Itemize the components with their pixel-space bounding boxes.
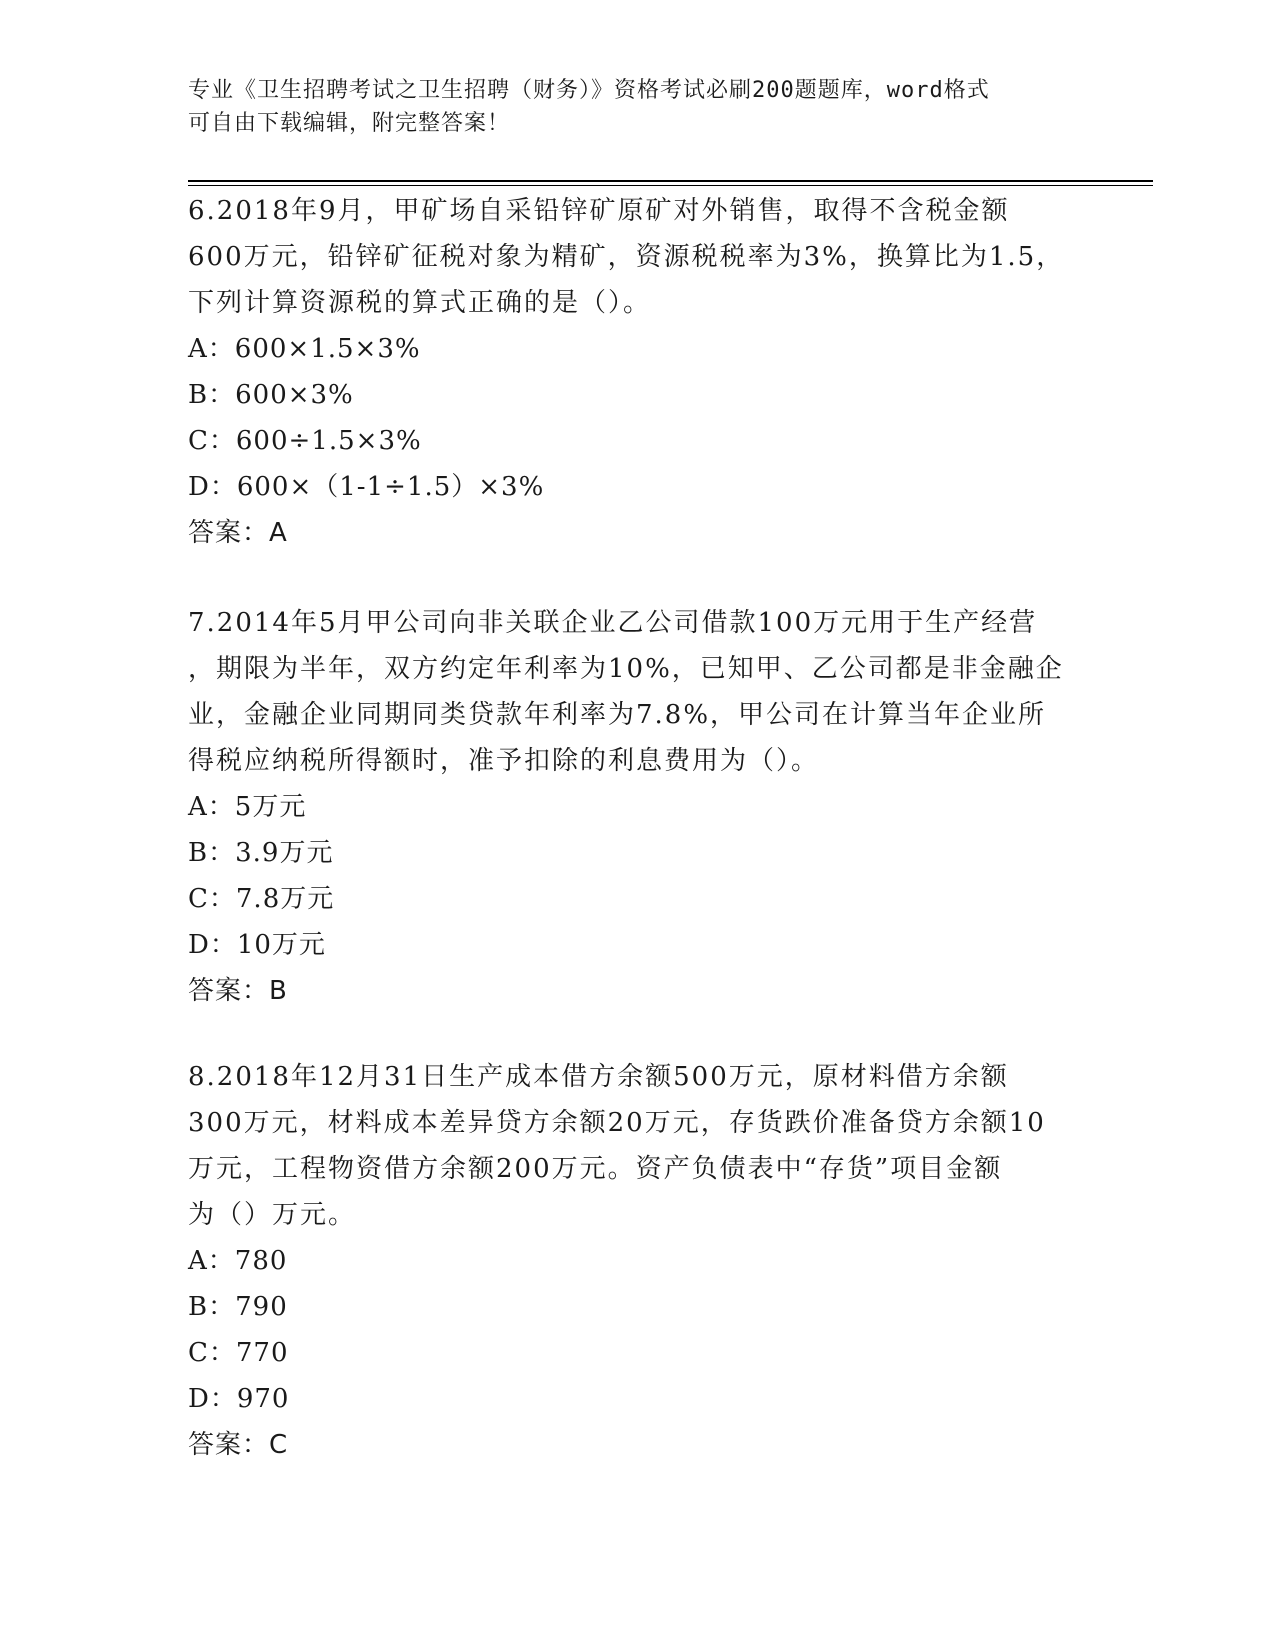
option-b: B：790 (188, 1292, 288, 1322)
question-text-line: 得税应纳税所得额时，准予扣除的利息费用为（）。 (188, 746, 820, 776)
question-text-line: 8.2018年12月31日生产成本借方余额500万元，原材料借方余额 (188, 1062, 1009, 1092)
question-text-line: 业，金融企业同期同类贷款年利率为7.8%，甲公司在计算当年企业所 (188, 700, 1047, 730)
question-text-line: 600万元，铅锌矿征税对象为精矿，资源税税率为3%，换算比为1.5， (188, 242, 1065, 272)
option-a: A：780 (188, 1246, 288, 1276)
question-text-line: 万元，工程物资借方余额200万元。资产负债表中“存货”项目金额 (188, 1154, 1003, 1184)
option-c: C：600÷1.5×3% (188, 426, 422, 456)
header-line-2: 可自由下载编辑，附完整答案！ (188, 111, 511, 136)
document-header (188, 74, 1088, 140)
answer-line: 答案：A (188, 518, 288, 548)
question-text-line: 300万元，材料成本差异贷方余额20万元，存货跌价准备贷方余额10 (188, 1108, 1046, 1138)
option-d: D：600×（1-1÷1.5）×3% (188, 472, 545, 502)
question-text-line: ，期限为半年，双方约定年利率为10%，已知甲、乙公司都是非金融企 (188, 654, 1064, 684)
answer-line: 答案：C (188, 1430, 289, 1460)
question-6 (188, 188, 1088, 556)
option-c: C：7.8万元 (188, 884, 335, 914)
header-divider-thin (188, 185, 1153, 186)
header-line-1: 专业《卫生招聘考试之卫生招聘（财务）》资格考试必刷200题题库，word格式 (188, 78, 990, 103)
option-b: B：3.9万元 (188, 838, 334, 868)
question-text-line: 下列计算资源税的算式正确的是（）。 (188, 288, 652, 318)
option-d: D：10万元 (188, 930, 326, 960)
question-text-line: 为（）万元。 (188, 1200, 357, 1230)
option-a: A：600×1.5×3% (188, 334, 421, 364)
option-a: A：5万元 (188, 792, 307, 822)
answer-line: 答案：B (188, 976, 288, 1006)
question-text-line: 7.2014年5月甲公司向非关联企业乙公司借款100万元用于生产经营 (188, 608, 1038, 638)
question-7 (188, 600, 1088, 1014)
question-8 (188, 1054, 1088, 1468)
option-d: D：970 (188, 1384, 290, 1414)
option-b: B：600×3% (188, 380, 354, 410)
option-c: C：770 (188, 1338, 289, 1368)
header-divider-thick (188, 180, 1153, 182)
question-text-line: 6.2018年9月，甲矿场自采铅锌矿原矿对外销售，取得不含税金额 (188, 196, 1010, 226)
